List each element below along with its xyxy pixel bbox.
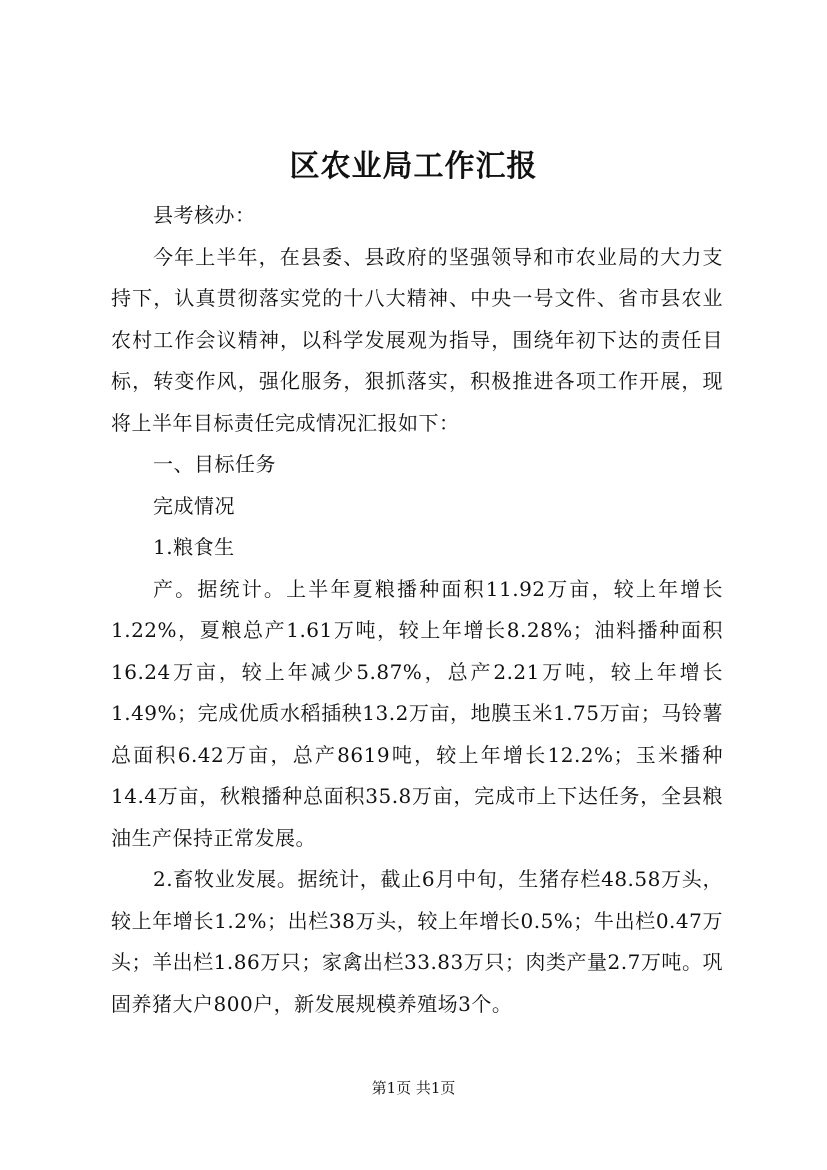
item-heading: 1.粮食生 [153, 535, 235, 559]
section-heading: 一、目标任务 [153, 452, 276, 476]
livestock-paragraph: 2.畜牧业发展。据统计，截止6月中旬，生猪存栏48.58万头，较上年增长1.2%；出栏38万头，较上年增长0.5%；牛出栏0.47万头；羊出栏1.86万只；家禽出栏33.83万只；肉类产量2.7万吨。巩固养猪大户800户，新发展规模养殖场3个。 [111, 867, 723, 1016]
grain-production-paragraph: 产。据统计。上半年夏粮播种面积11.92万亩，较上年增长1.22%，夏粮总产1.61万吨，较上年增长8.28%；油料播种面积16.24万亩，较上年减少5.87%，总产2.21万吨，较上年增长1.49%；完成优质水稻插秧13.2万亩，地膜玉米1.75万亩；马铃薯总面积6.42万亩，总产8619吨，较上年增长12.2%；玉米播种14.4万亩，秋粮播种总面积35.8万亩，完成市上下达任务，全县粮油生产保持正常发展。 [111, 576, 723, 850]
subsection-heading: 完成情况 [153, 493, 235, 518]
page-footer: 第1页 共1页 [371, 1079, 456, 1097]
document-title: 区农业局工作汇报 [289, 149, 538, 184]
salutation-paragraph: 县考核办： [153, 203, 256, 227]
document-body [111, 195, 723, 1025]
intro-paragraph: 今年上半年，在县委、县政府的坚强领导和市农业局的大力支持下，认真贯彻落实党的十八大精神、中央一号文件、省市县农业农村工作会议精神，以科学发展观为指导，围绕年初下达的责任目标，转变作风，强化服务，狠抓落实，积极推进各项工作开展，现将上半年目标责任完成情况汇报如下： [111, 244, 723, 435]
